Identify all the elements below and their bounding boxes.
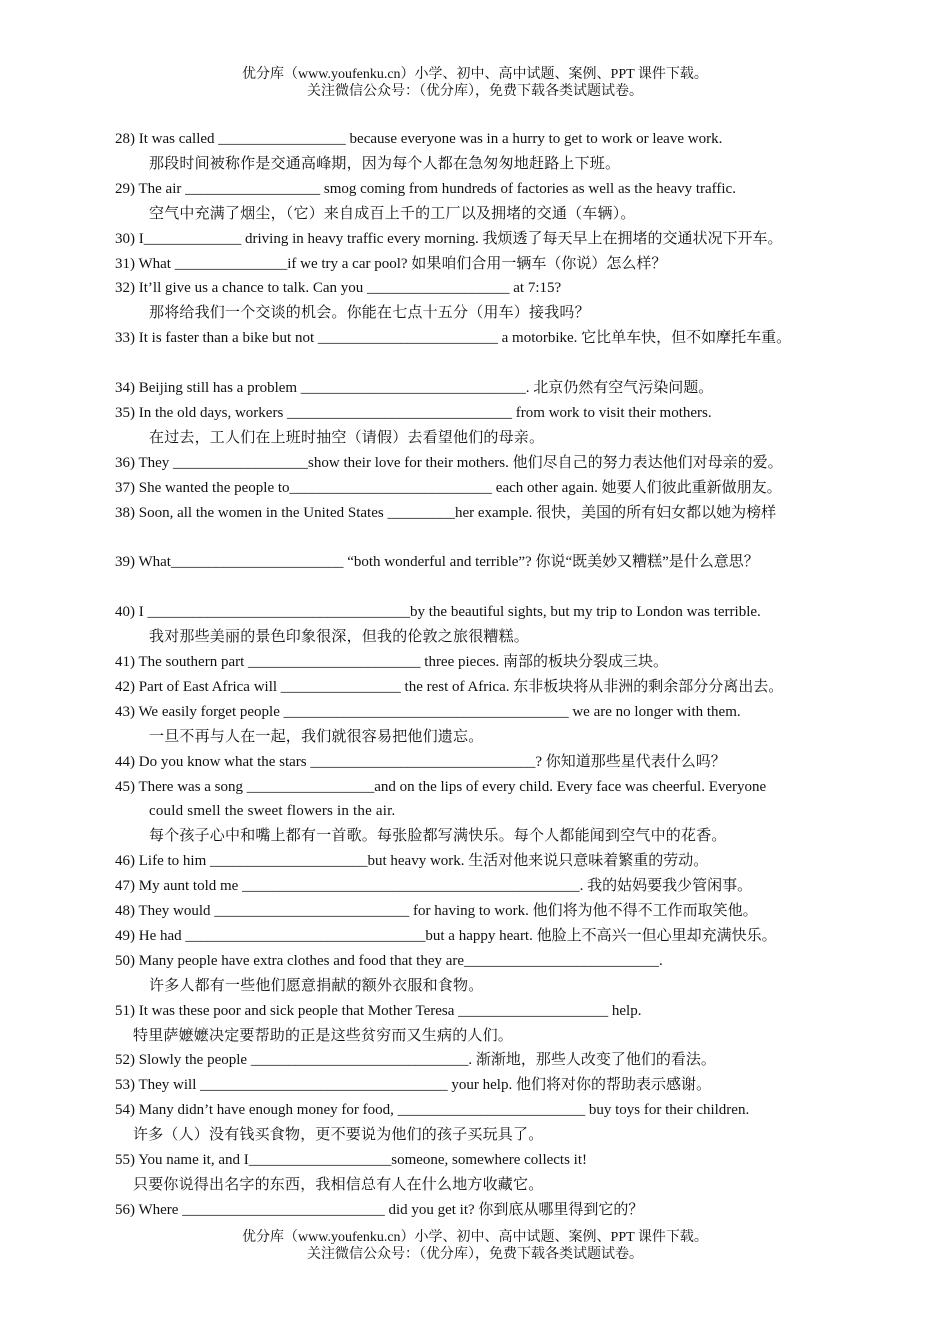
translation-line: 那段时间被称作是交通高峰期，因为每个人都在急匆匆地赶路上下班。 — [149, 155, 621, 172]
exercise-item: 52) Slowly the people _____________________________. 渐渐地，那些人改变了他们的看法。 — [115, 1052, 716, 1069]
exercise-item: 30) I_____________ driving in heavy traffic every morning. 我烦透了每天早上在拥堵的交通状况下开车。 — [115, 230, 783, 247]
exercise-item: 34) Beijing still has a problem ______________________________. 北京仍然有空气污染问题。 — [115, 380, 714, 397]
exercise-item: 42) Part of East Africa will ________________ the rest of Africa. 东非板块将从非洲的剩余部分分离出去。 — [115, 678, 784, 695]
exercise-item: 41) The southern part _______________________ three pieces. 南部的板块分裂成三块。 — [115, 653, 668, 670]
blank-spacer — [115, 351, 885, 376]
exercise-item: 32) It’ll give us a chance to talk. Can you ___________________ at 7:15? — [115, 280, 562, 297]
exercise-item: 46) Life to him _____________________but heavy work. 生活对他来说只意味着繁重的劳动。 — [115, 853, 709, 870]
translation-line: 每个孩子心中和嘴上都有一首歌。每张脸都写满快乐。每个人都能闻到空气中的花香。 — [149, 828, 727, 845]
exercise-item: 48) They would __________________________ for having to work. 他们将为他不得不工作而取笑他。 — [115, 903, 758, 920]
exercise-item: 28) It was called _________________ because everyone was in a hurry to get to work or leave work. — [115, 131, 723, 147]
exercise-item: 54) Many didn’t have enough money for food, _________________________ buy toys for their children. — [115, 1102, 750, 1119]
exercise-item: 45) There was a song _________________and on the lips of every child. Every face was cheerful. Everyone — [115, 778, 767, 795]
exercise-item: 56) Where ___________________________ did you get it? 你到底从哪里得到它的？ — [115, 1201, 644, 1218]
translation-line: 那将给我们一个交谈的机会。你能在七点十五分（用车）接我吗？ — [149, 305, 590, 322]
exercise-item: 39) What_______________________ “both wonderful and terrible”? 你说“既美妙又糟糕”是什么意思？ — [115, 554, 759, 571]
footer-line-1: 优分库（www.youfenku.cn）小学、初中、高中试题、案例、PPT 课件下载。 — [242, 1230, 708, 1245]
exercise-item: 37) She wanted the people to___________________________ each other again. 她要人们彼此重新做朋友。 — [115, 479, 782, 496]
exercise-item: 50) Many people have extra clothes and food that they are__________________________. — [115, 952, 663, 969]
exercise-item: 40) I ___________________________________by the beautiful sights, but my trip to London was terrible. — [115, 604, 761, 621]
header-line-1: 优分库（www.youfenku.cn）小学、初中、高中试题、案例、PPT 课件下载。 — [242, 67, 708, 82]
exercise-item: 51) It was these poor and sick people that Mother Teresa ____________________ help. — [115, 1002, 642, 1019]
exercise-content — [115, 127, 885, 1223]
exercise-item: 29) The air __________________ smog coming from hundreds of factories as well as the heavy traffic. — [115, 180, 736, 197]
exercise-item: 36) They __________________show their love for their mothers. 他们尽自己的努力表达他们对母亲的爱。 — [115, 454, 783, 471]
page-header — [0, 66, 950, 100]
exercise-item: 47) My aunt told me _____________________________________________. 我的姑妈要我少管闲事。 — [115, 878, 753, 895]
exercise-item: 53) They will _________________________________ your help. 他们将对你的帮助表示感谢。 — [115, 1077, 711, 1094]
translation-line: 我对那些美丽的景色印象很深，但我的伦敦之旅很糟糕。 — [149, 629, 530, 646]
footer-line-2: 关注微信公众号：（优分库），免费下载各类试题试卷。 — [307, 1247, 643, 1262]
exercise-item: 35) In the old days, workers ______________________________ from work to visit their mothers. — [115, 404, 712, 421]
exercise-item: 49) He had ________________________________but a happy heart. 他脸上不高兴一但心里却充满快乐。 — [115, 927, 777, 944]
translation-line: 在过去，工人们在上班时抽空（请假）去看望他们的母亲。 — [149, 429, 545, 446]
exercise-item: 31) What _______________if we try a car pool? 如果咱们合用一辆车（你说）怎么样？ — [115, 255, 667, 272]
translation-line: 许多（人）没有钱买食物，更不要说为他们的孩子买玩具了。 — [133, 1127, 544, 1144]
blank-spacer — [115, 575, 885, 600]
translation-line: 空气中充满了烟尘，（它）来自成百上千的工厂以及拥堵的交通（车辆）。 — [149, 205, 636, 222]
translation-line: 许多人都有一些他们愿意捐献的额外衣服和食物。 — [149, 977, 484, 994]
translation-line: 特里萨嬷嬷决定要帮助的正是这些贫穷而又生病的人们。 — [133, 1027, 514, 1044]
exercise-item: 38) Soon, all the women in the United States _________her example. 很快，美国的所有妇女都以她为榜样 — [115, 504, 777, 521]
exercise-item: 43) We easily forget people ______________________________________ we are no longer with them. — [115, 703, 741, 720]
translation-line: 只要你说得出名字的东西，我相信总有人在什么地方收藏它。 — [133, 1177, 544, 1194]
header-line-2: 关注微信公众号：（优分库），免费下载各类试题试卷。 — [307, 84, 643, 99]
exercise-item: 33) It is faster than a bike but not ________________________ a motorbike. 它比单车快，但不如摩托车重。 — [115, 330, 792, 347]
exercise-item: 55) You name it, and I___________________someone, somewhere collects it! — [115, 1152, 588, 1169]
blank-spacer — [115, 525, 885, 550]
translation-line: 一旦不再与人在一起，我们就很容易把他们遗忘。 — [149, 728, 484, 745]
exercise-item: 44) Do you know what the stars ______________________________? 你知道那些星代表什么吗？ — [115, 753, 726, 770]
translation-line: could smell the sweet flowers in the air. — [149, 803, 396, 820]
page-footer — [0, 1229, 950, 1263]
